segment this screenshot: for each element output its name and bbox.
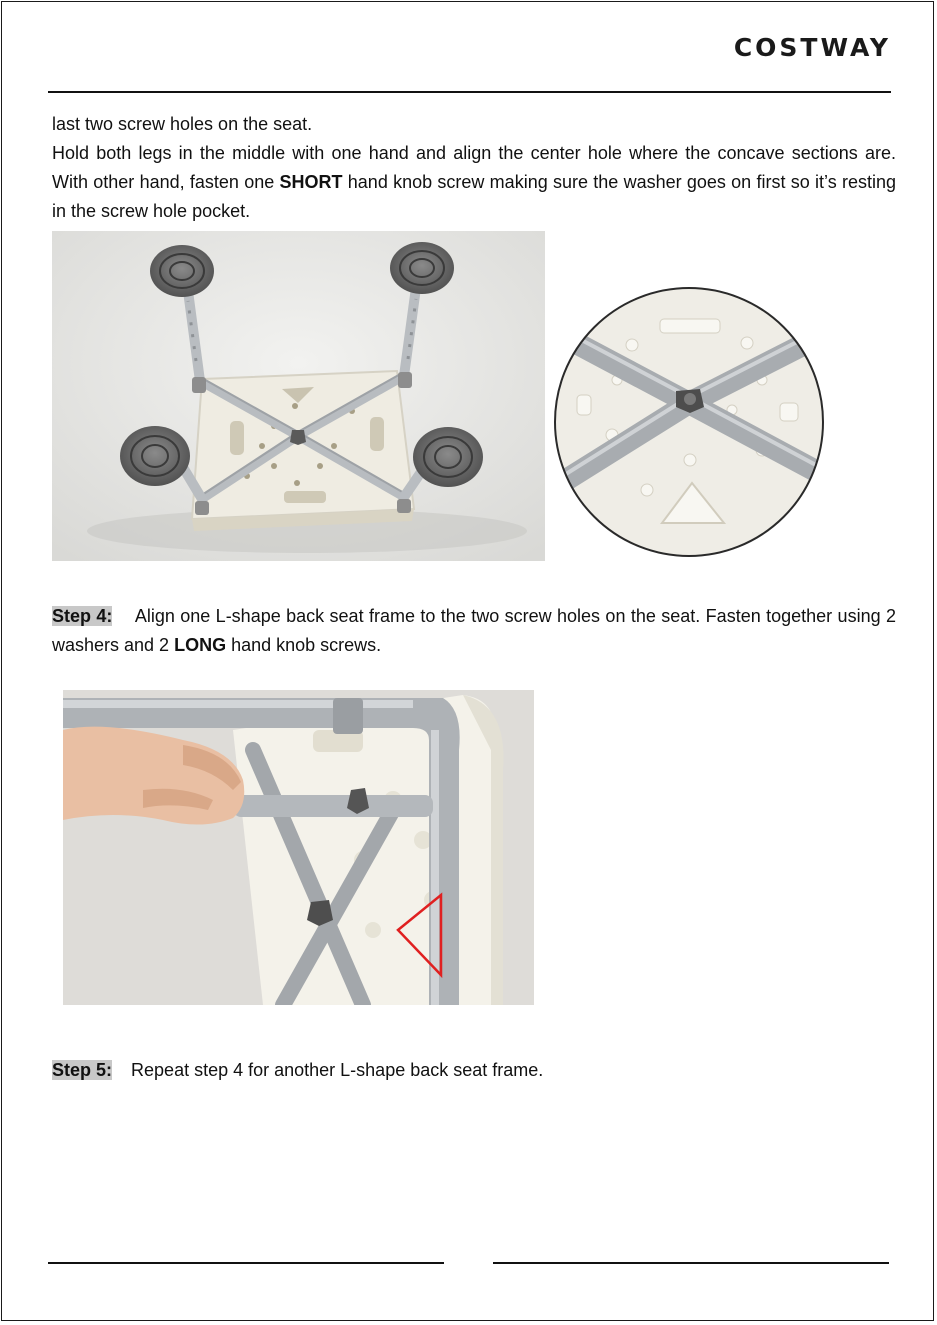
intro-line-text: last two screw holes on the seat.	[52, 114, 313, 134]
intro-paragraph	[52, 139, 896, 226]
step4-text-a: Align one L-shape back seat frame to the two screw holes on the seat. Fasten together using 2 washers and 2	[52, 606, 896, 655]
intro-line	[52, 110, 896, 139]
step4-text-b: hand knob screws.	[226, 635, 382, 655]
header-rule	[48, 91, 891, 93]
intro-text-a: Hold both legs in the middle with one hand and align the center hole where the concave sections are. With other hand, fasten one	[52, 143, 896, 192]
step5-label: Step 5:	[52, 1060, 113, 1080]
footer-rule-left	[48, 1262, 444, 1264]
intro-text-b: hand knob screw making sure the washer goes on first so it’s resting in the screw hole pocket.	[52, 172, 896, 221]
step4-paragraph	[52, 602, 896, 660]
back-frame-attach-photo	[63, 690, 534, 1005]
step4-bold-long: LONG	[174, 635, 227, 655]
step4-label: Step 4:	[52, 606, 113, 626]
center-knob-closeup-photo	[552, 285, 826, 559]
step5-paragraph	[52, 1056, 896, 1085]
seat-with-legs-photo	[52, 231, 545, 561]
intro-bold-short: SHORT	[279, 172, 343, 192]
step5-text: Repeat step 4 for another L-shape back seat frame.	[131, 1060, 544, 1080]
footer-rule-right	[493, 1262, 889, 1264]
brand-logo: COSTWAY	[733, 33, 891, 62]
